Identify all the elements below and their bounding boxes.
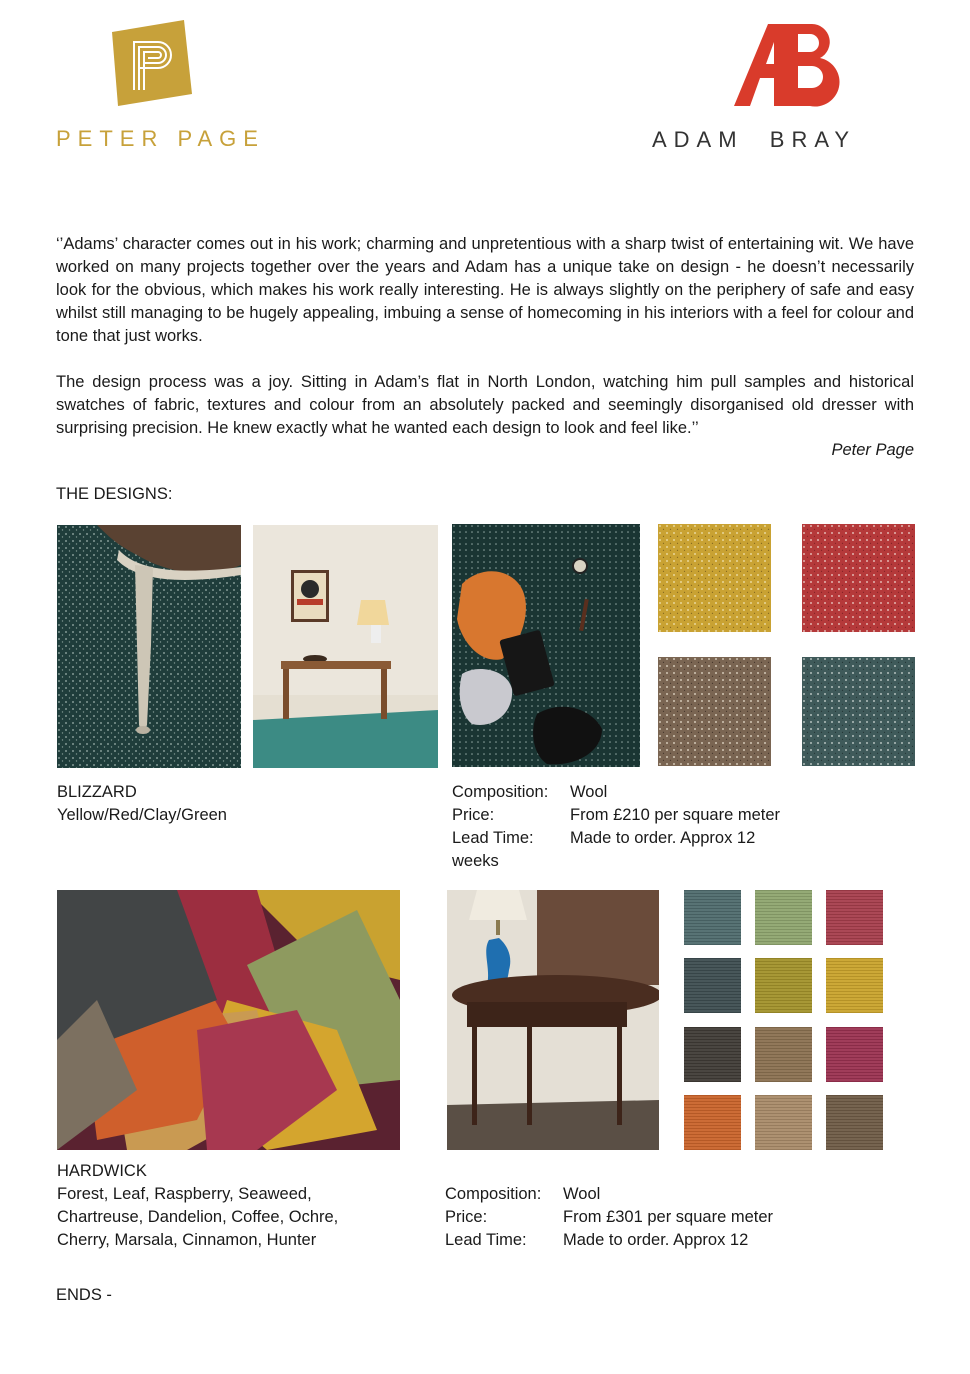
blizzard-swatch-green (802, 657, 915, 766)
hardwick-spec (445, 1183, 825, 1252)
hardwick-swatch (755, 1027, 812, 1082)
composition-label: Composition: (445, 1185, 542, 1203)
blizzard-chair-photo (57, 525, 241, 768)
blizzard-spec (452, 781, 832, 873)
hardwick-rugs-photo (57, 890, 400, 1150)
blizzard-name: BLIZZARD (57, 783, 137, 801)
quote-attribution: Peter Page (831, 441, 914, 459)
blizzard-swatch-clay (658, 657, 771, 766)
hardwick-swatch (755, 958, 812, 1013)
lead-time-value: Made to order. Approx 12 (563, 1231, 749, 1249)
peter-page-logo-icon (108, 20, 192, 106)
composition-value: Wool (563, 1185, 601, 1203)
blizzard-swatch-yellow (658, 524, 771, 632)
price-label: Price: (445, 1208, 488, 1226)
adam-bray-wordmark: ADAM BRAY (652, 127, 857, 152)
hardwick-swatch (826, 958, 883, 1013)
adam-bray-logo-icon (730, 20, 840, 112)
composition-value: Wool (570, 783, 608, 801)
hardwick-swatch (826, 1027, 883, 1082)
hardwick-colours-line-1: Forest, Leaf, Raspberry, Seaweed, (57, 1185, 312, 1203)
hardwick-colours-line-3: Cherry, Marsala, Cinnamon, Hunter (57, 1231, 317, 1249)
price-value: From £301 per square meter (563, 1208, 774, 1226)
hardwick-swatch (755, 890, 812, 945)
hardwick-name: HARDWICK (57, 1162, 147, 1180)
blizzard-colours: Yellow/Red/Clay/Green (57, 806, 227, 824)
hardwick-swatch (684, 958, 741, 1013)
designs-heading: THE DESIGNS: (56, 485, 173, 503)
hardwick-swatch (755, 1095, 812, 1150)
blizzard-hallway-photo (253, 525, 438, 768)
quote-paragraph-1: ‘’Adams’ character comes out in his work; charming and unpretentious with a sharp twist of entertaining wit. We have worked on many projects together over the years and Adam has a unique take on design - he doesn’t necessarily look for the obvious, which makes his work really interesting. He is always slightly on the periphery of safe and easy whilst still managing to be hugely appealing, imbuing a sense of homecoming in his interiors with a feel for colour and tone that just works. (56, 235, 914, 345)
lead-time-continued: weeks (452, 852, 499, 870)
peter-page-wordmark: PETER PAGE (56, 126, 265, 151)
hardwick-swatch (826, 890, 883, 945)
price-label: Price: (452, 806, 495, 824)
hardwick-swatch (684, 890, 741, 945)
hardwick-swatch (684, 1095, 741, 1150)
blizzard-swatch-red (802, 524, 915, 632)
blizzard-flatlay-photo (452, 524, 640, 767)
lead-time-label: Lead Time: (445, 1231, 527, 1249)
hardwick-colours-line-2: Chartreuse, Dandelion, Coffee, Ochre, (57, 1208, 339, 1226)
hardwick-table-photo (447, 890, 659, 1150)
composition-label: Composition: (452, 783, 549, 801)
ends-marker: ENDS - (56, 1286, 112, 1304)
price-value: From £210 per square meter (570, 806, 781, 824)
quote-paragraph-2: The design process was a joy. Sitting in Adam’s flat in North London, watching him pull samples and historical swatches of fabric, textures and colour from an absolutely packed and seemingly disorganised old dresser with surprising precision. He knew exactly what he wanted each design to look and feel like.’’ (56, 373, 914, 437)
hardwick-swatch (826, 1095, 883, 1150)
lead-time-label: Lead Time: (452, 829, 534, 847)
lead-time-value: Made to order. Approx 12 (570, 829, 756, 847)
hardwick-swatch (684, 1027, 741, 1082)
